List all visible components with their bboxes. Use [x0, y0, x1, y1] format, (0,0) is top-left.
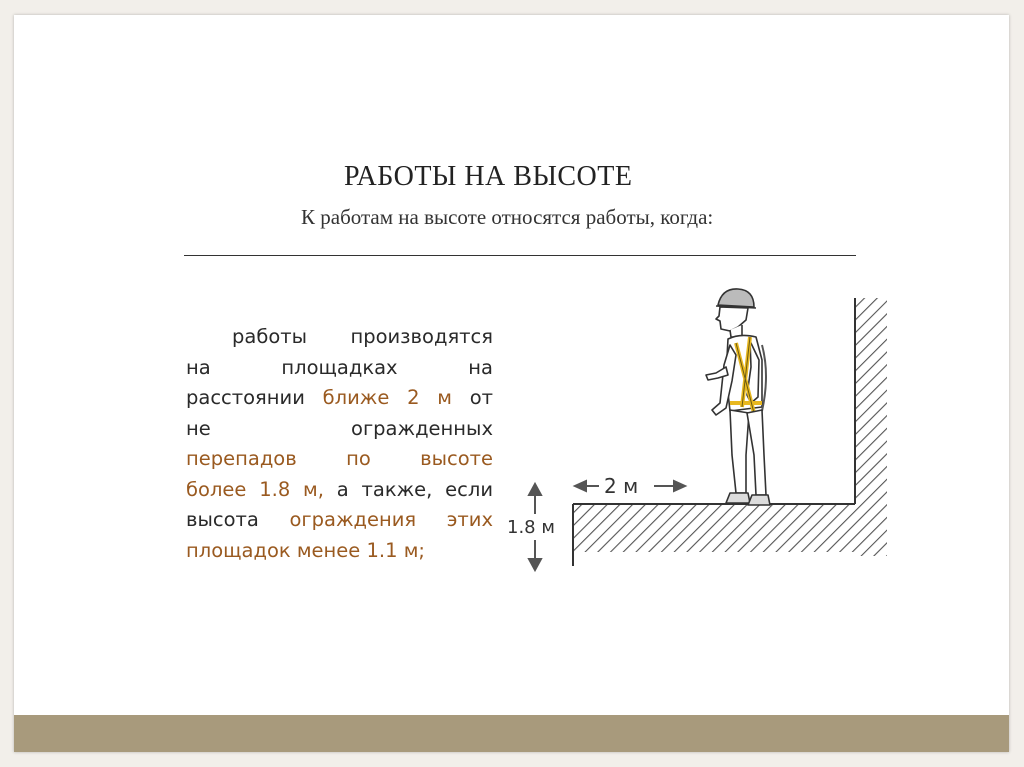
- worker-figure: [706, 289, 770, 505]
- helmet-icon: [718, 289, 754, 307]
- distance-label: 2 м: [604, 474, 639, 498]
- highlight-distance: ближе 2 м: [322, 386, 452, 409]
- footer-bar: [14, 715, 1009, 752]
- slide-title: РАБОТЫ НА ВЫСОТЕ: [344, 161, 633, 192]
- text-line-1: работы производятся: [232, 325, 493, 348]
- highlight-height: более 1.8 м,: [186, 477, 324, 501]
- highlight-fence: ограждения этих: [289, 508, 493, 531]
- height-work-illustration: [14, 15, 1009, 752]
- text-line-4: не огражденных: [186, 416, 493, 440]
- wall-hatch: [855, 298, 887, 556]
- height-label: 1.8 м: [507, 517, 555, 538]
- slide: [14, 15, 1009, 752]
- platform-hatch: [573, 504, 855, 552]
- highlight-drops: перепадов по высоте: [186, 447, 493, 470]
- text-line-3: расстоянии ближе 2 м от: [186, 386, 493, 409]
- slide-subtitle: К работам на высоте относятся работы, когда:: [301, 205, 714, 229]
- text-line-6: более 1.8 м, а также, если: [186, 477, 494, 501]
- text-line-2: на площадках на: [186, 355, 493, 379]
- highlight-fence-height: площадок менее 1.1 м;: [186, 538, 425, 562]
- text-line-7: высота ограждения этих: [186, 508, 493, 531]
